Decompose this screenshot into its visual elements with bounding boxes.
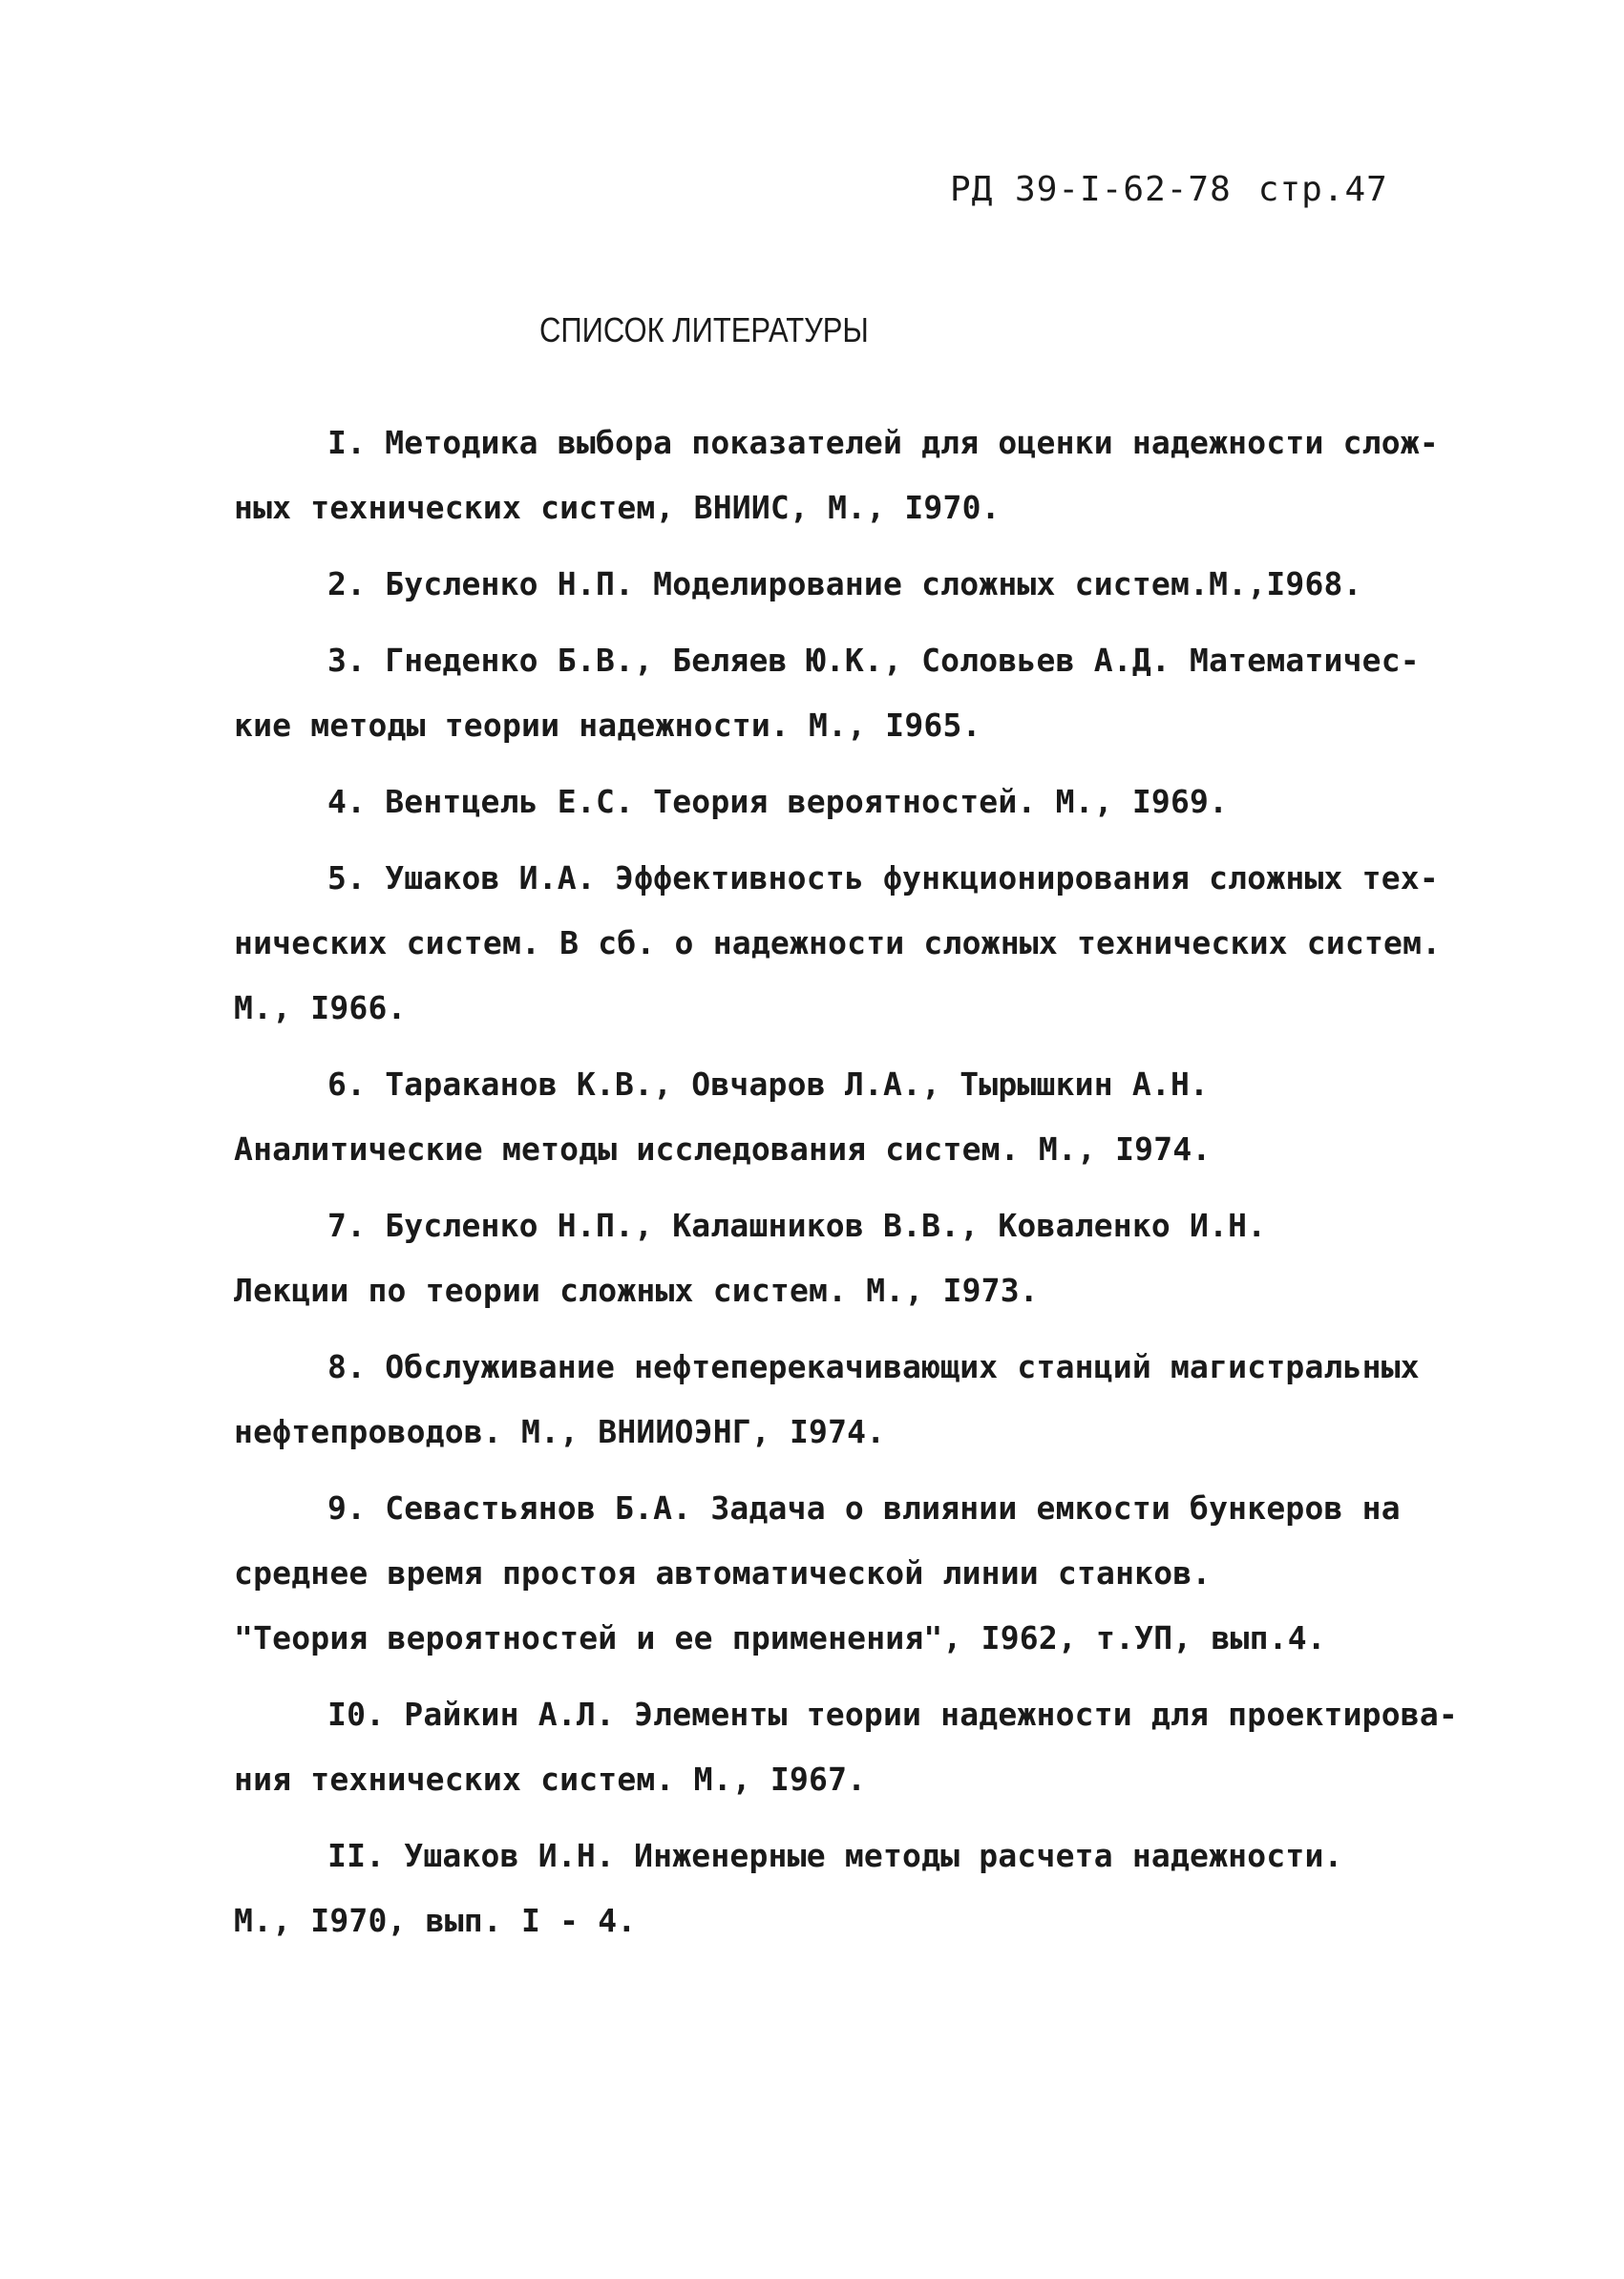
reference-line: ных технических систем, ВНИИС, М., I970. <box>234 489 1001 526</box>
reference-line: "Теория вероятностей и ее применения", I962, т.УП, вып.4. <box>234 1619 1326 1656</box>
page-title: СПИСОК ЛИТЕРАТУРЫ <box>539 310 869 349</box>
document-code: РД 39-I-62-78 <box>950 170 1232 209</box>
reference-line: 7. Бусленко Н.П., Калашников В.В., Коваленко И.Н. <box>327 1207 1267 1244</box>
reference-item <box>234 628 1475 758</box>
reference-line: II. Ушаков И.Н. Инженерные методы расчета надежности. <box>327 1837 1343 1874</box>
reference-line: кие методы теории надежности. М., I965. <box>234 707 981 744</box>
reference-line: 9. Севастьянов Б.А. Задача о влиянии емкости бункеров на <box>327 1489 1401 1527</box>
reference-line: Лекции по теории сложных систем. М., I973. <box>234 1272 1039 1309</box>
reference-item <box>234 770 1475 834</box>
reference-item <box>234 1335 1475 1465</box>
reference-item <box>234 846 1475 1041</box>
reference-item <box>234 1682 1475 1812</box>
reference-item <box>234 411 1475 540</box>
reference-item <box>234 1476 1475 1671</box>
reference-line: 3. Гнеденко Б.В., Беляев Ю.К., Соловьев А.Д. Математичес- <box>327 642 1420 679</box>
reference-line: 8. Обслуживание нефтеперекачивающих станций магистральных <box>327 1348 1420 1385</box>
reference-line: Аналитические методы исследования систем. М., I974. <box>234 1130 1212 1168</box>
reference-list <box>234 411 1475 1953</box>
reference-line: М., I970, вып. I - 4. <box>234 1902 637 1939</box>
reference-line: 2. Бусленко Н.П. Моделирование сложных систем.М.,I968. <box>327 565 1362 602</box>
page-header <box>950 170 1388 209</box>
reference-item <box>234 1052 1475 1182</box>
reference-line: I. Методика выбора показателей для оценки надежности слож- <box>327 424 1439 461</box>
reference-item <box>234 552 1475 617</box>
reference-line: I0. Райкин А.Л. Элементы теории надежности для проектирова- <box>327 1696 1458 1733</box>
reference-line: ния технических систем. М., I967. <box>234 1761 867 1798</box>
reference-line: нефтепроводов. М., ВНИИОЭНГ, I974. <box>234 1413 886 1450</box>
reference-line: 5. Ушаков И.А. Эффективность функционирования сложных тех- <box>327 859 1439 897</box>
reference-line: 4. Вентцель Е.С. Теория вероятностей. М., I969. <box>327 783 1229 820</box>
reference-item <box>234 1193 1475 1323</box>
reference-line: нических систем. В сб. о надежности сложных технических систем. <box>234 924 1442 961</box>
reference-line: М., I966. <box>234 989 407 1026</box>
reference-line: 6. Тараканов К.В., Овчаров Л.А., Тырышкин А.Н. <box>327 1066 1210 1103</box>
page-number: стр.47 <box>1257 170 1388 209</box>
reference-line: среднее время простоя автоматической линии станков. <box>234 1554 1212 1592</box>
reference-item <box>234 1824 1475 1953</box>
